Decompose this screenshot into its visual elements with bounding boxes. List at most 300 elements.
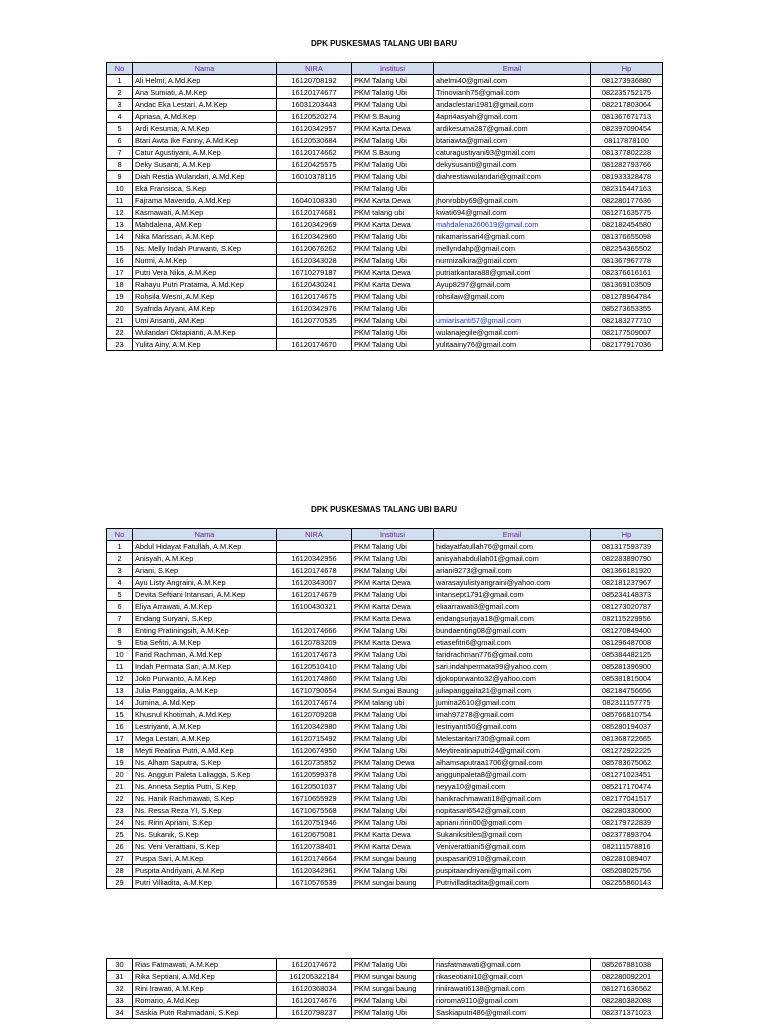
cell-no: 6: [107, 601, 133, 613]
cell-no: 30: [107, 959, 133, 971]
cell-hp: 081273936880: [591, 75, 663, 87]
cell-hp: 082183277710: [591, 315, 663, 327]
cell-no: 4: [107, 111, 133, 123]
header-nira: NIRA: [277, 63, 352, 75]
cell-no: 29: [107, 877, 133, 889]
cell-email: Trinovianh75@gmail.com: [434, 87, 591, 99]
cell-email: Veniverattiani5@gmail.com: [434, 841, 591, 853]
header-nama: Nama: [133, 529, 277, 541]
cell-nama: Ns. Veni Verattiani, S.Kep: [133, 841, 277, 853]
cell-nira: 16100430321: [277, 601, 352, 613]
cell-nira: 16120343028: [277, 255, 352, 267]
cell-nama: Ana Sumiati, A.M.Kep: [133, 87, 277, 99]
table-row: [107, 745, 663, 757]
cell-nama: Ns. Ressa Reza YI, S.Kep: [133, 805, 277, 817]
cell-nira: 16710279187: [277, 267, 352, 279]
cell-nira: 16040108330: [277, 195, 352, 207]
cell-institusi: PKM Karta Dewa: [352, 829, 434, 841]
cell-institusi: PKM Talang Ubi: [352, 865, 434, 877]
cell-no: 10: [107, 649, 133, 661]
cell-nama: Wulandari Oktapianti, A.M.Kep: [133, 327, 277, 339]
cell-email: btariawta@gmail.com: [434, 135, 591, 147]
table-row: [107, 661, 663, 673]
cell-institusi: PKM Karta Dewa: [352, 601, 434, 613]
cell-email: sari.indahpermata99@yahoo.com: [434, 661, 591, 673]
cell-hp: 082235752175: [591, 87, 663, 99]
cell-no: 34: [107, 1007, 133, 1019]
cell-email: imah97278@gmail.com: [434, 709, 591, 721]
cell-nama: Etia Sefitri, A.M.Kep: [133, 637, 277, 649]
cell-no: 21: [107, 315, 133, 327]
cell-no: 8: [107, 159, 133, 171]
table-row: [107, 147, 663, 159]
cell-hp: 082315447163: [591, 183, 663, 195]
cell-email: dekysusanti@gmail.com: [434, 159, 591, 171]
cell-nira: 16120708192: [277, 75, 352, 87]
cell-email: andaclestari1981@gmail.com: [434, 99, 591, 111]
cell-institusi: PKM Talang Ubi: [352, 959, 434, 971]
cell-nira: 16120342956: [277, 553, 352, 565]
cell-email: jhonrobby69@gmail.com: [434, 195, 591, 207]
cell-hp: 081278964784: [591, 291, 663, 303]
header-hp: Hp: [591, 529, 663, 541]
cell-institusi: PKM Talang Ubi: [352, 255, 434, 267]
cell-hp: 081296487008: [591, 637, 663, 649]
cell-nira: 16120368034: [277, 983, 352, 995]
cell-nama: Apriasa, A.Md.Kep: [133, 111, 277, 123]
cell-email: yulitaainy76@gmail.com: [434, 339, 591, 351]
cell-no: 2: [107, 87, 133, 99]
cell-nira: 16120174674: [277, 697, 352, 709]
cell-nira: 16120342960: [277, 231, 352, 243]
cell-institusi: PKM Talang Ubi: [352, 327, 434, 339]
table-row: [107, 625, 663, 637]
cell-nira: 16120342957: [277, 123, 352, 135]
cell-email: Meytireatinaputri24@gmail.com: [434, 745, 591, 757]
cell-institusi: PKM Talang Dewa: [352, 757, 434, 769]
cell-hp: 081367967778: [591, 255, 663, 267]
cell-hp: 081368722665: [591, 733, 663, 745]
cell-no: 24: [107, 817, 133, 829]
cell-nama: Deky Susanti, A.M.Kep: [133, 159, 277, 171]
cell-nama: Puspa Sari, A.M.Kep: [133, 853, 277, 865]
cell-nira: 161205322184: [277, 971, 352, 983]
cell-no: 12: [107, 673, 133, 685]
cell-no: 27: [107, 853, 133, 865]
cell-email: endangsurjaya18@gmail.com: [434, 613, 591, 625]
cell-no: 22: [107, 793, 133, 805]
cell-hp: 082376616161: [591, 267, 663, 279]
cell-email: jumina2610@gmail.com: [434, 697, 591, 709]
table-row: [107, 971, 663, 983]
cell-nama: Puspita Andriyani, A.M.Kep: [133, 865, 277, 877]
cell-nama: Fajrama Mavendo, A.Md.Kep: [133, 195, 277, 207]
cell-nira: 16010378115: [277, 171, 352, 183]
cell-nira: 16120676262: [277, 243, 352, 255]
cell-nama: Yulita Ainy, A.M.Kep: [133, 339, 277, 351]
document-title: DPK PUSKESMAS TALANG UBI BARU: [310, 505, 458, 514]
cell-nama: Eliya Arrawati, A.M.Kep: [133, 601, 277, 613]
cell-nama: Ns. Sukanik, S.Kep: [133, 829, 277, 841]
cell-institusi: PKM Talang Ubi: [352, 171, 434, 183]
cell-hp: 082115229956: [591, 613, 663, 625]
cell-no: 14: [107, 697, 133, 709]
cell-nira: 16120174677: [277, 87, 352, 99]
cell-no: 20: [107, 769, 133, 781]
cell-hp: 085280194037: [591, 721, 663, 733]
cell-no: 22: [107, 327, 133, 339]
cell-email: ahelmi40@gmail.com: [434, 75, 591, 87]
table-row: [107, 673, 663, 685]
cell-hp: 082182454580: [591, 219, 663, 231]
cell-email: neyya10@gmail.com: [434, 781, 591, 793]
table-row: [107, 123, 663, 135]
cell-no: 15: [107, 243, 133, 255]
cell-hp: 082280330600: [591, 805, 663, 817]
cell-no: 16: [107, 721, 133, 733]
cell-hp: 085234148373: [591, 589, 663, 601]
cell-no: 1: [107, 541, 133, 553]
cell-nira: 16120425575: [277, 159, 352, 171]
cell-no: 7: [107, 613, 133, 625]
cell-hp: 082397090454: [591, 123, 663, 135]
cell-institusi: PKM Talang Ubi: [352, 805, 434, 817]
cell-institusi: PKM Karta Dewa: [352, 267, 434, 279]
cell-nama: Mega Lestari, A.M.Kep: [133, 733, 277, 745]
cell-email: Saskiaputri486@gmail.com: [434, 1007, 591, 1019]
cell-no: 8: [107, 625, 133, 637]
cell-nira: 16120735852: [277, 757, 352, 769]
cell-nama: Ayu Listy Angraini, A.M.Kep: [133, 577, 277, 589]
cell-hp: 081369103509: [591, 279, 663, 291]
cell-no: 3: [107, 565, 133, 577]
cell-nira: 16120174675: [277, 291, 352, 303]
cell-institusi: PKM Talang Ubi: [352, 87, 434, 99]
table-row: [107, 159, 663, 171]
cell-institusi: PKM Talang Ubi: [352, 733, 434, 745]
cell-email: 4apri4asyah@gmail.com: [434, 111, 591, 123]
cell-hp: 085766810754: [591, 709, 663, 721]
cell-nira: 16031203443: [277, 99, 352, 111]
table-row: [107, 709, 663, 721]
cell-email: mahdalena260619@gmail.com: [434, 219, 591, 231]
table-row: [107, 267, 663, 279]
cell-hp: 085381815004: [591, 673, 663, 685]
cell-no: 17: [107, 267, 133, 279]
cell-email: faridrachman776@gmail.com: [434, 649, 591, 661]
cell-no: 17: [107, 733, 133, 745]
table-row: [107, 769, 663, 781]
cell-hp: 085273653355: [591, 303, 663, 315]
cell-nama: Ns. Anneta Septia Putri, S.Kep: [133, 781, 277, 793]
table-row: [107, 829, 663, 841]
cell-nama: Rahayu Putri Pratama, A.Md.Kep: [133, 279, 277, 291]
cell-hp: 081270849400: [591, 625, 663, 637]
table-header-row: [107, 529, 663, 541]
cell-email: [434, 183, 591, 195]
cell-institusi: PKM Karta Dewa: [352, 195, 434, 207]
table-row: [107, 817, 663, 829]
cell-institusi: PKM talang ubi: [352, 207, 434, 219]
cell-nira: 16710576539: [277, 877, 352, 889]
cell-email: Sukaniksitiles@gmail.com: [434, 829, 591, 841]
cell-nira: 16120342961: [277, 865, 352, 877]
cell-nira: 16120709208: [277, 709, 352, 721]
cell-no: 3: [107, 99, 133, 111]
cell-nama: Romario, A.Md.Kep: [133, 995, 277, 1007]
cell-institusi: PKM Talang Ubi: [352, 745, 434, 757]
cell-no: 33: [107, 995, 133, 1007]
cell-nama: Meyti Reatina Putri, A.Md.Kep: [133, 745, 277, 757]
cell-nama: Ns. Melly Indah Purwanti, S.Kep: [133, 243, 277, 255]
cell-no: 2: [107, 553, 133, 565]
cell-institusi: PKM Talang Ubi: [352, 995, 434, 1007]
cell-email: anggunpaleta8@gmail.com: [434, 769, 591, 781]
cell-hp: 081376655098: [591, 231, 663, 243]
cell-email: bundaenting08@gmail.com: [434, 625, 591, 637]
cell-hp: 081273020787: [591, 601, 663, 613]
cell-nama: Putri Vera Nika, A.M.Kep: [133, 267, 277, 279]
cell-nira: 16120751946: [277, 817, 352, 829]
cell-institusi: PKM Talang Ubi: [352, 135, 434, 147]
cell-institusi: PKM Karta Dewa: [352, 279, 434, 291]
table-row: [107, 577, 663, 589]
cell-hp: 082177509007: [591, 327, 663, 339]
table-row: [107, 601, 663, 613]
cell-nira: 16120738401: [277, 841, 352, 853]
cell-email: puspasari0910@gmail.com: [434, 853, 591, 865]
cell-no: 23: [107, 805, 133, 817]
cell-institusi: PKM Talang Ubi: [352, 315, 434, 327]
cell-nama: Devita Seftiani Intansari, A.M.Kep: [133, 589, 277, 601]
table-row: [107, 613, 663, 625]
cell-hp: 085783675062: [591, 757, 663, 769]
cell-email: [434, 303, 591, 315]
cell-nira: 16710675568: [277, 805, 352, 817]
cell-nama: Nurmi, A.M.Kep: [133, 255, 277, 267]
cell-nama: Jumina, A.Md.Kep: [133, 697, 277, 709]
cell-no: 1: [107, 75, 133, 87]
cell-institusi: PKM Karta Dewa: [352, 841, 434, 853]
cell-no: 6: [107, 135, 133, 147]
table-row: [107, 339, 663, 351]
cell-institusi: PKM Karta Dewa: [352, 577, 434, 589]
staff-table: [106, 62, 663, 351]
cell-institusi: PKM talang ubi: [352, 697, 434, 709]
cell-nira: 16120770535: [277, 315, 352, 327]
cell-nama: Nika Marissari, A.M.Kep: [133, 231, 277, 243]
cell-nira: [277, 541, 352, 553]
table-row: [107, 805, 663, 817]
cell-email: caturagustiyani93@gmail.com: [434, 147, 591, 159]
cell-no: 32: [107, 983, 133, 995]
cell-email: Ayup8297@gmail.com: [434, 279, 591, 291]
cell-nira: 16120174678: [277, 565, 352, 577]
cell-hp: 082280092201: [591, 971, 663, 983]
cell-hp: 082311157775: [591, 697, 663, 709]
cell-email: hidayatfatullah76@gmail.com: [434, 541, 591, 553]
cell-email: riasfatmawati@gmail.com: [434, 959, 591, 971]
cell-email: nopitasari6542@gmail.com: [434, 805, 591, 817]
header-no: No: [107, 529, 133, 541]
cell-hp: 082254365502: [591, 243, 663, 255]
cell-nira: 16120174662: [277, 147, 352, 159]
cell-nira: 16120174664: [277, 853, 352, 865]
cell-nira: 16120674950: [277, 745, 352, 757]
cell-hp: 082111578816: [591, 841, 663, 853]
cell-hp: 082283890790: [591, 553, 663, 565]
cell-email: eliaarrawati3@gmail.com: [434, 601, 591, 613]
cell-no: 9: [107, 637, 133, 649]
header-hp: Hp: [591, 63, 663, 75]
cell-email: rioroma9110@gmail.com: [434, 995, 591, 1007]
table-row: [107, 865, 663, 877]
cell-nama: Diah Restia Wulandari, A.Md.Kep: [133, 171, 277, 183]
staff-table-continued: [106, 958, 663, 1019]
cell-hp: 082371371023: [591, 1007, 663, 1019]
cell-nama: Rika Septiani, A.Md.Kep: [133, 971, 277, 983]
cell-nira: 16120430241: [277, 279, 352, 291]
cell-nira: 16710790654: [277, 685, 352, 697]
table-row: [107, 553, 663, 565]
cell-no: 21: [107, 781, 133, 793]
table-row: [107, 983, 663, 995]
table-header-row: [107, 63, 663, 75]
cell-institusi: PKM S.Baung: [352, 147, 434, 159]
cell-no: 19: [107, 757, 133, 769]
table-row: [107, 637, 663, 649]
cell-email: umiarisanti57@gmail.com: [434, 315, 591, 327]
cell-hp: 081272922225: [591, 745, 663, 757]
header-nira: NIRA: [277, 529, 352, 541]
cell-nama: Endang Suryani, S.Kep: [133, 613, 277, 625]
cell-institusi: PKM Talang Ubi: [352, 625, 434, 637]
cell-nira: 16120510410: [277, 661, 352, 673]
cell-hp: 081271023451: [591, 769, 663, 781]
cell-hp: 082280382088: [591, 995, 663, 1007]
table-row: [107, 1007, 663, 1019]
cell-hp: 082377893704: [591, 829, 663, 841]
cell-email: mellyndahp@gmail.com: [434, 243, 591, 255]
cell-institusi: PKM Talang Ubi: [352, 769, 434, 781]
cell-nama: Joko Purwanto, A.M.Kep: [133, 673, 277, 685]
cell-nira: 16120174679: [277, 589, 352, 601]
table-row: [107, 781, 663, 793]
cell-institusi: PKM Talang Ubi: [352, 565, 434, 577]
cell-nama: Btari Awta Ike Fanny, A.Md.Kep: [133, 135, 277, 147]
cell-hp: 082177917036: [591, 339, 663, 351]
table-row: [107, 183, 663, 195]
cell-nama: Enting Pratiningsih, A.M.Kep: [133, 625, 277, 637]
table-row: [107, 995, 663, 1007]
table-row: [107, 303, 663, 315]
cell-institusi: PKM Karta Dewa: [352, 123, 434, 135]
cell-institusi: PKM Talang Ubi: [352, 159, 434, 171]
cell-institusi: PKM Talang Ubi: [352, 553, 434, 565]
cell-email: putriatkantara88@gmail.com: [434, 267, 591, 279]
cell-hp: 082177041517: [591, 793, 663, 805]
cell-nira: 16710655929: [277, 793, 352, 805]
table-row: [107, 541, 663, 553]
cell-nama: Ariani, S.Kep: [133, 565, 277, 577]
table-row: [107, 733, 663, 745]
cell-nira: 16120174676: [277, 995, 352, 1007]
cell-no: 12: [107, 207, 133, 219]
cell-nama: Rias Fatmawati, A.M.Kep: [133, 959, 277, 971]
cell-nira: 16120342976: [277, 303, 352, 315]
cell-no: 18: [107, 745, 133, 757]
cell-email: juliapanggaita21@gmail.com: [434, 685, 591, 697]
table-row: [107, 721, 663, 733]
cell-no: 11: [107, 195, 133, 207]
cell-nama: Kasmawati, A.M.Kep: [133, 207, 277, 219]
table-row: [107, 327, 663, 339]
cell-institusi: PKM Karta Dewa: [352, 219, 434, 231]
header-email: Email: [434, 529, 591, 541]
cell-email: rohsilaw@gmail.com: [434, 291, 591, 303]
cell-no: 13: [107, 219, 133, 231]
cell-institusi: PKM Karta Dewa: [352, 637, 434, 649]
cell-nira: 16120783209: [277, 637, 352, 649]
table-row: [107, 135, 663, 147]
cell-nama: Andac Eka Lestari, A.M.Kep: [133, 99, 277, 111]
cell-nira: [277, 613, 352, 625]
header-institusi: Institusi: [352, 63, 434, 75]
table-row: [107, 243, 663, 255]
cell-nama: Rohsila Wesni, A.M.Kep: [133, 291, 277, 303]
cell-nira: 16120343007: [277, 577, 352, 589]
cell-nama: Ardi Kesuma, A.M.Kep: [133, 123, 277, 135]
cell-institusi: PKM Sungai Baung: [352, 685, 434, 697]
cell-hp: 085217170474: [591, 781, 663, 793]
cell-nira: 16120530684: [277, 135, 352, 147]
cell-institusi: PKM Talang Ubi: [352, 781, 434, 793]
table-row: [107, 255, 663, 267]
cell-hp: 082181237967: [591, 577, 663, 589]
cell-hp: 08117878100: [591, 135, 663, 147]
table-row: [107, 75, 663, 87]
cell-nama: Farid Rachman, A.Md.Kep: [133, 649, 277, 661]
table-row: [107, 853, 663, 865]
cell-institusi: PKM sungai baung: [352, 853, 434, 865]
table-row: [107, 685, 663, 697]
table-row: [107, 649, 663, 661]
table-row: [107, 231, 663, 243]
table-row: [107, 959, 663, 971]
cell-institusi: PKM Talang Ubi: [352, 99, 434, 111]
cell-nama: Putri Villiadita, A.M.Kep: [133, 877, 277, 889]
cell-nira: 16120798237: [277, 1007, 352, 1019]
cell-hp: 081366181920: [591, 565, 663, 577]
cell-institusi: PKM Talang Ubi: [352, 291, 434, 303]
cell-institusi: PKM Talang Ubi: [352, 1007, 434, 1019]
cell-nama: Abdul Hidayat Fatullah, A.M.Kep: [133, 541, 277, 553]
cell-no: 23: [107, 339, 133, 351]
cell-nira: [277, 327, 352, 339]
cell-nama: Anisyah, A.M.Kep: [133, 553, 277, 565]
cell-no: 5: [107, 123, 133, 135]
cell-nama: Khusnul Khotimah, A.Md.Kep: [133, 709, 277, 721]
cell-nama: Julia Panggaita, A.M.Kep: [133, 685, 277, 697]
cell-institusi: PKM Karta Dewa: [352, 613, 434, 625]
table-row: [107, 171, 663, 183]
cell-no: 14: [107, 231, 133, 243]
cell-email: Melestaritari730@gmail.com: [434, 733, 591, 745]
table-row: [107, 279, 663, 291]
cell-nama: Saskia Putri Rahmadani, S.Kep: [133, 1007, 277, 1019]
cell-nira: 16120501037: [277, 781, 352, 793]
header-nama: Nama: [133, 63, 277, 75]
